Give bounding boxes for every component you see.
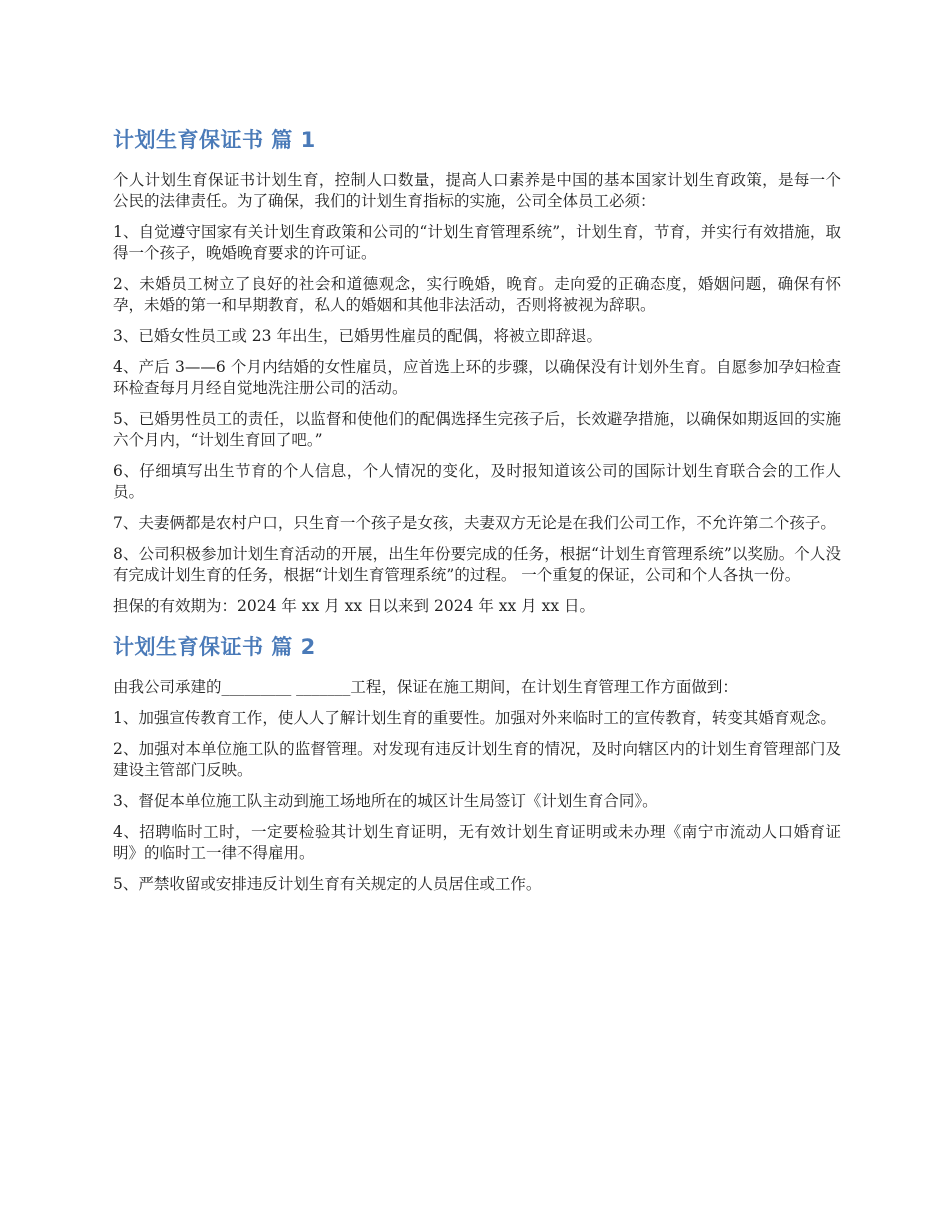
paragraph: 由我公司承建的_________ _______工程，保证在施工期间，在计划生育管理工作方面做到： <box>113 678 738 696</box>
paragraph: 4、产后 3——6 个月内结婚的女性雇员，应首选上环的步骤，以确保没有计划外生育。自愿参加孕妇检查环检查每月月经自觉地洗注册公司的活动。 <box>113 358 841 397</box>
paragraph: 4、招聘临时工时，一定要检验其计划生育证明，无有效计划生育证明或未办理《南宁市流动人口婚育证明》的临时工一律不得雇用。 <box>113 823 841 862</box>
paragraph: 1、加强宣传教育工作，使人人了解计划生育的重要性。加强对外来临时工的宣传教育，转变其婚育观念。 <box>113 709 836 727</box>
paragraph: 1、自觉遵守国家有关计划生育政策和公司的“计划生育管理系统”，计划生育，节育，并实行有效措施，取得一个孩子，晚婚晚育要求的许可证。 <box>113 223 841 262</box>
paragraph: 2、加强对本单位施工队的监督管理。对发现有违反计划生育的情况，及时向辖区内的计划生育管理部门及建设主管部门反映。 <box>113 740 841 779</box>
paragraph: 3、督促本单位施工队主动到施工场地所在的城区计生局签订《计划生育合同》。 <box>113 792 658 810</box>
paragraph: 7、夫妻俩都是农村户口，只生育一个孩子是女孩，夫妻双方无论是在我们公司工作，不允许第二个孩子。 <box>113 514 836 532</box>
section-heading-2: 计划生育保证书 篇 2 <box>113 635 316 659</box>
paragraph: 2、未婚员工树立了良好的社会和道德观念，实行晚婚，晚育。走向爱的正确态度，婚姻问题，确保有怀孕，未婚的第一和早期教育，私人的婚姻和其他非法活动，否则将被视为辞职。 <box>113 275 841 314</box>
paragraph: 5、严禁收留或安排违反计划生育有关规定的人员居住或工作。 <box>113 875 542 893</box>
paragraph: 个人计划生育保证书计划生育，控制人口数量，提高人口素养是中国的基本国家计划生育政策，是每一个公民的法律责任。为了确保，我们的计划生育指标的实施，公司全体员工必须： <box>113 171 841 210</box>
document-page <box>113 126 841 905</box>
paragraph: 8、公司积极参加计划生育活动的开展，出生年份要完成的任务，根据“计划生育管理系统”以奖励。个人没有完成计划生育的任务，根据“计划生育管理系统”的过程。 一个重复的保证，公司和个人各执一份。 <box>113 545 841 584</box>
paragraph: 5、已婚男性员工的责任，以监督和使他们的配偶选择生完孩子后，长效避孕措施，以确保如期返回的实施六个月内，“计划生育回了吧。” <box>113 410 841 449</box>
paragraph: 6、仔细填写出生节育的个人信息，个人情况的变化，及时报知道该公司的国际计划生育联合会的工作人员。 <box>113 462 841 501</box>
validity-period: 担保的有效期为：2024 年 xx 月 xx 日以来到 2024 年 xx 月 xx 日。 <box>113 597 596 615</box>
section-heading-1: 计划生育保证书 篇 1 <box>113 128 316 152</box>
paragraph: 3、已婚女性员工或 23 年出生，已婚男性雇员的配偶，将被立即辞退。 <box>113 327 602 345</box>
